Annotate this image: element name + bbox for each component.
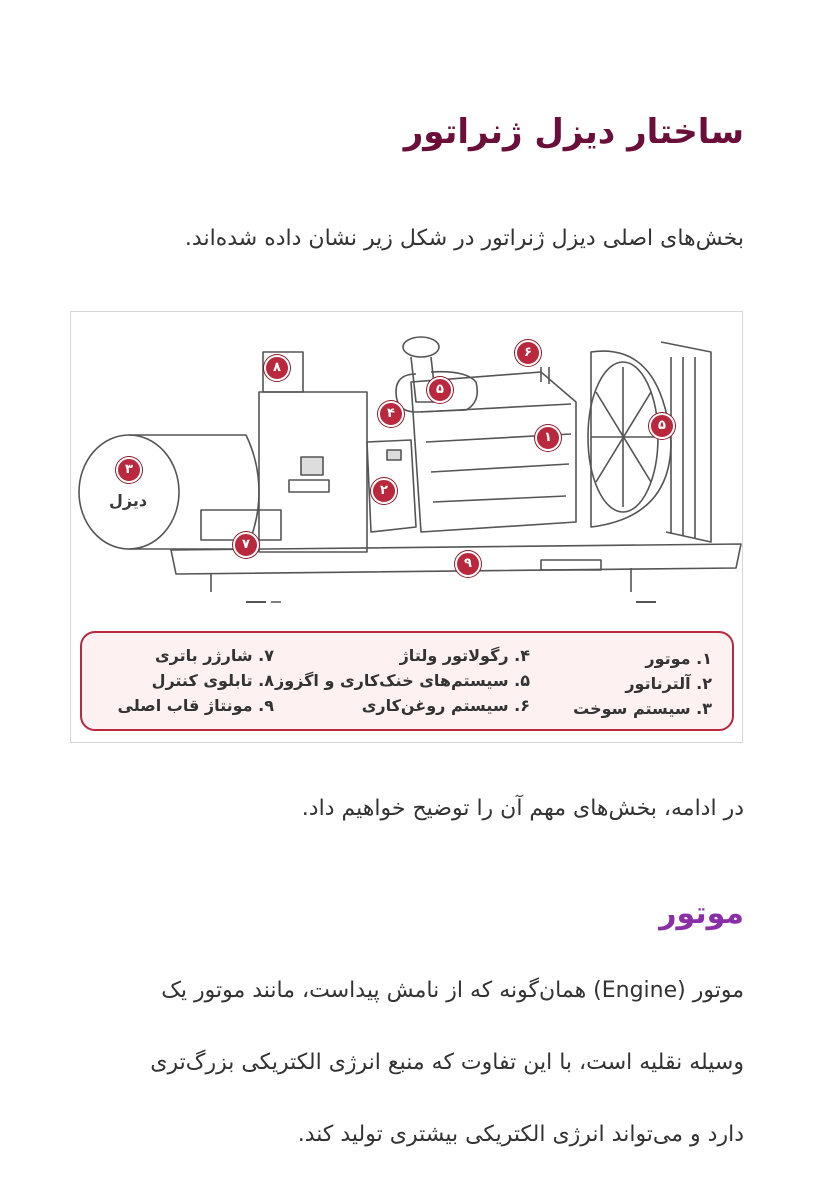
intro-text: بخش‌های اصلی دیزل ژنراتور در شکل زیر نشان داده شده‌اند. <box>184 226 744 251</box>
fuel-tank-body <box>129 435 259 549</box>
air-filter <box>403 337 439 357</box>
marker-alternator: ۲ <box>371 478 397 504</box>
marker-fuel-system: ۳ <box>116 457 142 483</box>
marker-battery-charger: ۷ <box>233 532 259 558</box>
legend-item-7: ۷. شارژر باتری <box>155 646 274 665</box>
marker-control-panel: ۸ <box>264 355 290 381</box>
marker-lubrication: ۶ <box>515 340 541 366</box>
marker-voltage-regulator: ۴ <box>378 401 404 427</box>
legend-item-6: ۶. سیستم روغن‌کاری <box>361 696 530 715</box>
legend-item-4: ۴. رگولاتور ولتاژ <box>399 646 530 665</box>
legend-item-2: ۲. آلترناتور <box>625 674 712 693</box>
legend-item-1: ۱. موتور <box>645 649 712 668</box>
legend-item-9: ۹. مونتاژ قاب اصلی <box>117 696 274 715</box>
radiator-fan <box>591 351 671 527</box>
radiator-core <box>661 342 711 542</box>
fuel-tank-label: دیزل <box>109 491 148 510</box>
marker-frame: ۹ <box>455 551 481 577</box>
marker-engine: ۱ <box>535 425 561 451</box>
legend-item-3: ۳. سیستم سوخت <box>573 699 712 718</box>
legend-item-8: ۸. تابلوی کنترل <box>151 671 274 690</box>
legend-item-5: ۵. سیستم‌های خنک‌کاری و اگزوز <box>275 671 530 690</box>
engine-paragraph-line-2: وسیله نقلیه است، با این تفاوت که منبع انرژی الکتریکی بزرگ‌تری <box>150 1050 744 1075</box>
engine-paragraph-line-1: موتور (Engine) همان‌گونه که از نامش پیداست، مانند موتور یک <box>161 978 744 1003</box>
marker-cooling: ۵ <box>649 413 675 439</box>
marker-exhaust: ۵ <box>427 377 453 403</box>
engine-paragraph-line-3: دارد و می‌تواند انرژی الکتریکی بیشتری تولید کند. <box>297 1122 744 1147</box>
page-title: ساختار دیزل ژنراتور <box>403 112 744 152</box>
continuation-text: در ادامه، بخش‌های مهم آن را توضیح خواهیم داد. <box>301 796 744 821</box>
generator-diagram <box>70 311 743 743</box>
section-heading-engine: موتور <box>659 896 744 931</box>
